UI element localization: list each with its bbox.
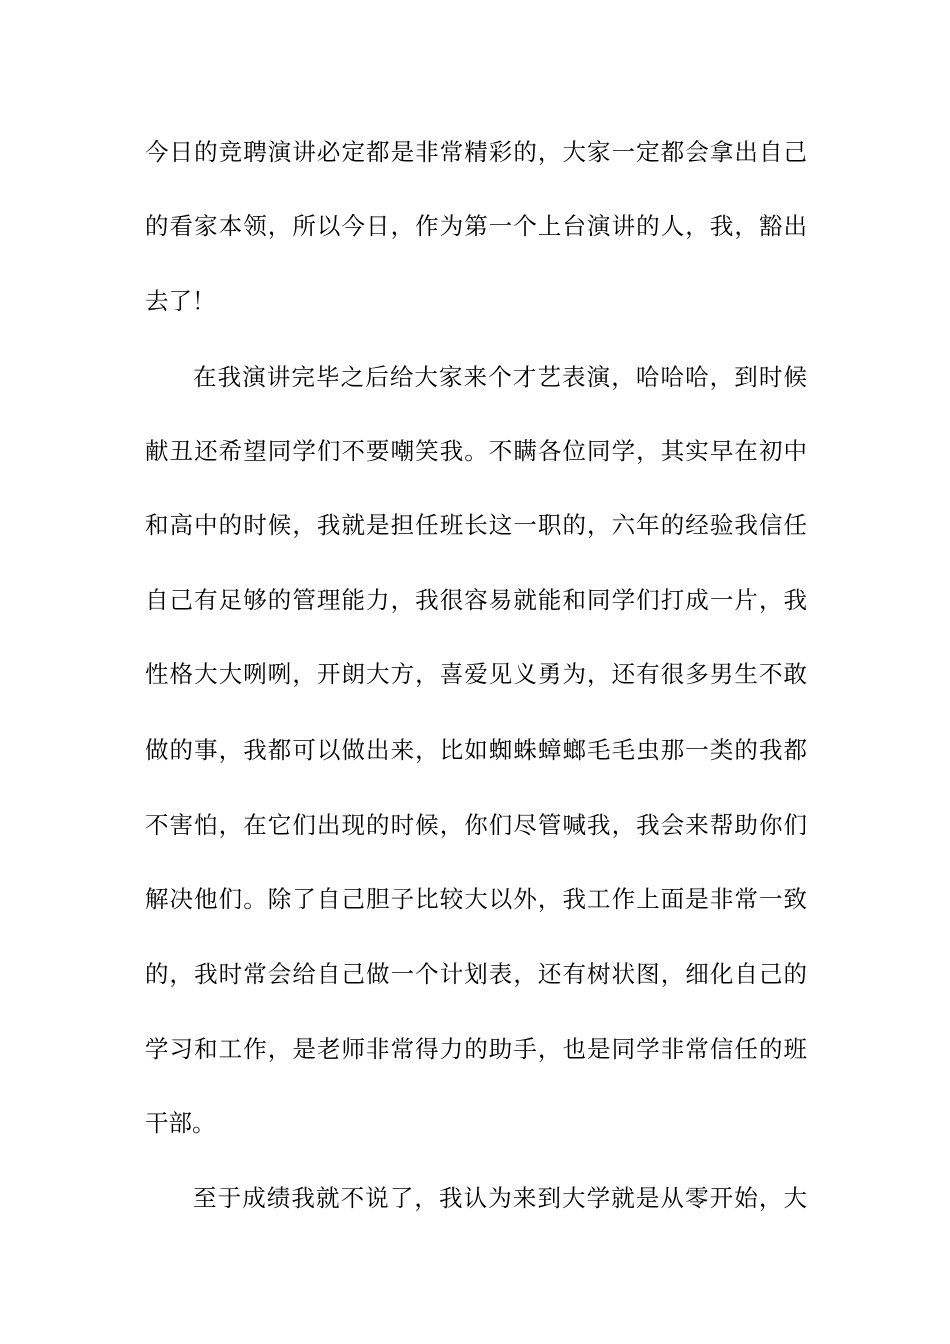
text-line: 的看家本领，所以今日，作为第一个上台演讲的人，我，豁出 xyxy=(145,212,807,240)
paragraph-first-line: 在我演讲完毕之后给大家来个才艺表演，哈哈哈，到时候 xyxy=(193,363,807,391)
text-line: 献丑还希望同学们不要嘲笑我。不瞒各位同学，其实早在初中 xyxy=(145,437,807,465)
text-line: 自己有足够的管理能力，我很容易就能和同学们打成一片，我 xyxy=(145,586,807,614)
text-line: 去了！ xyxy=(145,287,216,315)
text-line: 解决他们。除了自己胆子比较大以外，我工作上面是非常一致 xyxy=(145,885,807,913)
text-line: 不害怕，在它们出现的时候，你们尽管喊我，我会来帮助你们 xyxy=(145,811,807,839)
text-line: 性格大大咧咧，开朗大方，喜爱见义勇为，还有很多男生不敢 xyxy=(145,660,807,688)
text-line: 学习和工作，是老师非常得力的助手，也是同学非常信任的班 xyxy=(145,1035,807,1063)
text-line: 的，我时常会给自己做一个计划表，还有树状图，细化自己的 xyxy=(145,960,807,988)
text-line: 干部。 xyxy=(145,1109,216,1137)
text-line: 做的事，我都可以做出来，比如蜘蛛蟑螂毛毛虫那一类的我都 xyxy=(145,736,807,764)
paragraph-first-line: 至于成绩我就不说了，我认为来到大学就是从零开始，大 xyxy=(193,1184,807,1212)
text-line: 和高中的时候，我就是担任班长这一职的，六年的经验我信任 xyxy=(145,511,807,539)
text-line: 今日的竞聘演讲必定都是非常精彩的，大家一定都会拿出自己 xyxy=(145,138,807,166)
